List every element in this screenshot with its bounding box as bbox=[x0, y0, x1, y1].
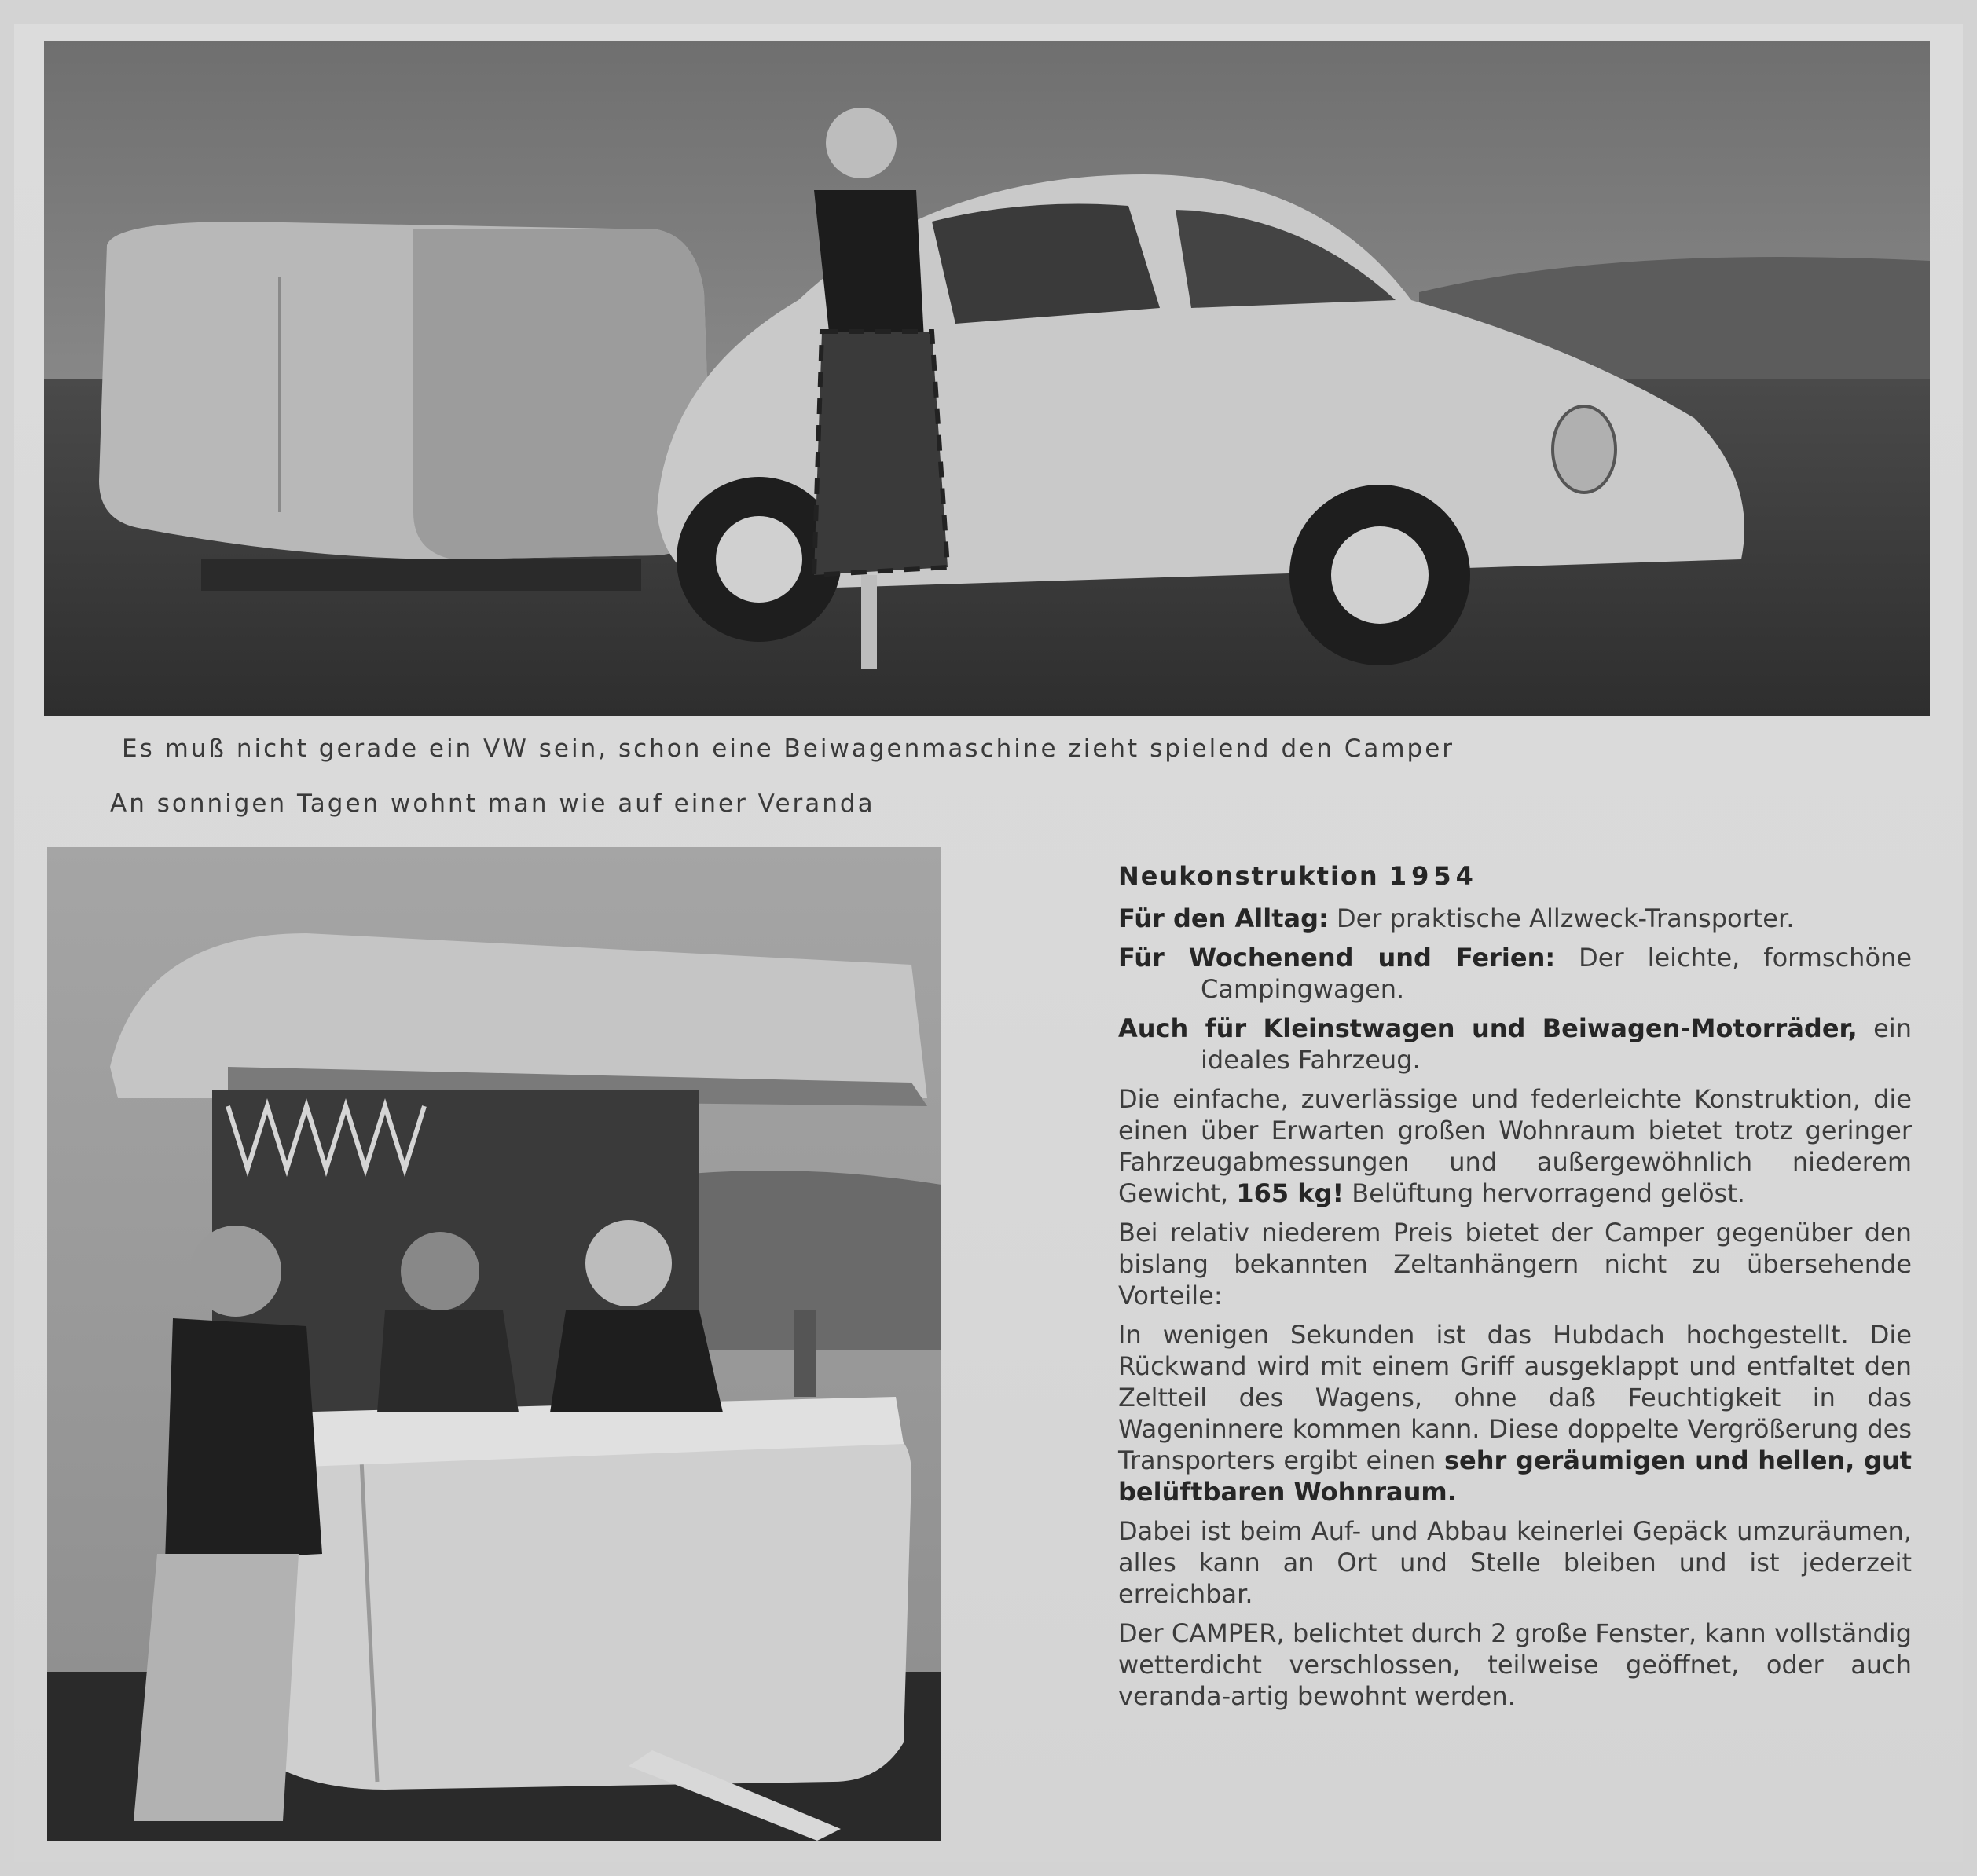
description-text bbox=[1118, 860, 1912, 1720]
paragraph-hubdach-bold: sehr geräumigen und hellen, gut belüftbaren Wohnraum. bbox=[1118, 1445, 1913, 1507]
paragraph-kleinstwagen-text: ein ideales Fahrzeug. bbox=[1201, 1013, 1913, 1075]
paragraph-konstruktion-weight: 165 kg! bbox=[1236, 1178, 1344, 1208]
brochure-page bbox=[14, 24, 1963, 1862]
paragraph-hubdach bbox=[1118, 1319, 1912, 1508]
paragraph-konstruktion bbox=[1118, 1083, 1912, 1209]
heading-year: 1954 bbox=[1388, 861, 1478, 891]
paragraph-konstruktion-text: Die einfache, zuverlässige und federleichte Konstruktion, die einen über Erwarten großen Wohnraum bietet trotz geringer Fahrzeugabmessungen und außergewöhnlich niederem Gewicht, bbox=[1118, 1084, 1912, 1208]
paragraph-preis: Bei relativ niederem Preis bietet der Camper gegenüber den bislang bekannten Zeltanhängern nicht zu übersehende Vorteile: bbox=[1118, 1218, 1912, 1310]
photo-camper-veranda bbox=[47, 847, 941, 1841]
paragraph-alltag bbox=[1118, 903, 1912, 934]
paragraph-abbau: Dabei ist beim Auf- und Abbau keinerlei Gepäck umzuräumen, alles kann an Ort und Stelle bleiben und ist jederzeit erreichbar. bbox=[1118, 1516, 1912, 1609]
paragraph-wochenend-text: Der leichte, formschöne Campingwagen. bbox=[1201, 943, 1913, 1004]
paragraph-alltag-text: Der praktische Allzweck-Transporter. bbox=[1328, 903, 1795, 933]
bottom-photo-caption: An sonnigen Tagen wohnt man wie auf einer Veranda bbox=[110, 790, 875, 818]
paragraph-alltag-bold: Für den Alltag: bbox=[1118, 903, 1329, 933]
paragraph-kleinstwagen bbox=[1118, 1013, 1912, 1075]
paragraph-wochenend-bold: Für Wochenend und Ferien: bbox=[1118, 943, 1556, 973]
paragraph-kleinstwagen-bold: Auch für Kleinstwagen und Beiwagen-Motorräder, bbox=[1118, 1013, 1858, 1043]
heading bbox=[1118, 860, 1912, 892]
heading-label: Neukonstruktion bbox=[1118, 861, 1379, 891]
paragraph-wochenend bbox=[1118, 942, 1912, 1005]
paragraph-hubdach-text: In wenigen Sekunden ist das Hubdach hochgestellt. Die Rückwand wird mit einem Griff ausgeklappt und entfaltet den Zeltteil des Wagens, ohne daß Feuchtigkeit in das Wageninnere kommen kann. Diese doppelte Vergrößerung des Transporters ergibt einen bbox=[1118, 1320, 1912, 1475]
paragraph-camper: Der CAMPER, belichtet durch 2 große Fenster, kann vollständig wetterdicht verschlossen, teilweise geöffnet, oder auch veranda-artig bewohnt werden. bbox=[1118, 1618, 1912, 1711]
photo-vw-with-camper bbox=[44, 41, 1930, 716]
paragraph-konstruktion-tail: Belüftung hervorragend gelöst. bbox=[1352, 1178, 1745, 1208]
top-photo-caption: Es muß nicht gerade ein VW sein, schon eine Beiwagenmaschine zieht spielend den Camper bbox=[122, 735, 1455, 763]
